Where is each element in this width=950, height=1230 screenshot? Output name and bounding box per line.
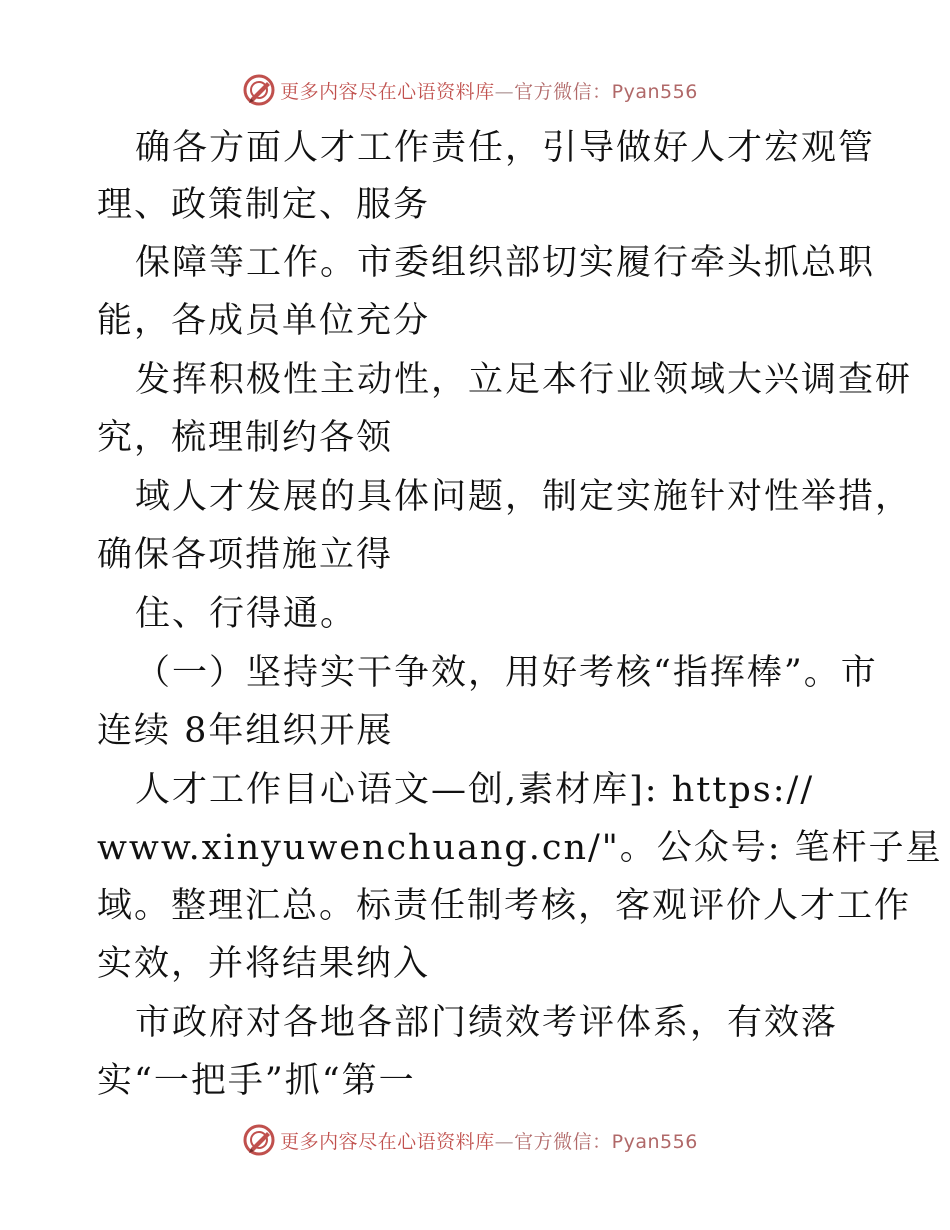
paragraph-line: 域人才发展的具体问题，制定实施针对性举措， xyxy=(135,477,913,517)
paragraph-line: 能，各成员单位充分 xyxy=(97,301,431,341)
watermark-dash: — xyxy=(494,1130,515,1153)
pen-logo-icon xyxy=(242,1123,276,1157)
paragraph-line: 人才工作目心语文—创,素材库]: https:// xyxy=(135,770,815,810)
watermark-dash: — xyxy=(494,80,515,103)
watermark-account-text: 官方微信：Pyan556 xyxy=(514,1130,698,1153)
pen-logo-icon xyxy=(242,73,276,107)
watermark-main-text: 更多内容尽在心语资料库 xyxy=(280,80,495,103)
paragraph-line: 实“一把手”抓“第一 xyxy=(97,1061,416,1101)
paragraph-line: 理、政策制定、服务 xyxy=(97,185,431,225)
paragraph-line: 域。整理汇总。标责任制考核，客观评价人才工作 xyxy=(97,886,912,926)
paragraph-line: 确保各项措施立得 xyxy=(97,535,394,575)
footer-watermark xyxy=(0,1120,950,1160)
paragraph-line: 市政府对各地各部门绩效考评体系，有效落 xyxy=(135,1003,839,1043)
paragraph-line: 连续 8年组织开展 xyxy=(97,711,394,751)
paragraph-line: 发挥积极性主动性，立足本行业领域大兴调查研 xyxy=(135,360,913,400)
watermark-main-text: 更多内容尽在心语资料库 xyxy=(280,1130,495,1153)
paragraph-line: 确各方面人才工作责任，引导做好人才宏观管 xyxy=(135,128,876,168)
paragraph-line: 保障等工作。市委组织部切实履行牵头抓总职 xyxy=(135,243,876,283)
paragraph-line: 实效，并将结果纳入 xyxy=(97,944,431,984)
header-watermark xyxy=(0,70,950,110)
paragraph-line: 住、行得通。 xyxy=(135,594,358,634)
watermark-account-text: 官方微信：Pyan556 xyxy=(514,80,698,103)
paragraph-line: 究，梳理制约各领 xyxy=(97,418,394,458)
paragraph-line: www.xinyuwenchuang.cn/"。公众号: 笔杆子星 xyxy=(97,828,943,868)
paragraph-line: （一）坚持实干争效，用好考核“指挥棒”。市 xyxy=(135,653,878,693)
